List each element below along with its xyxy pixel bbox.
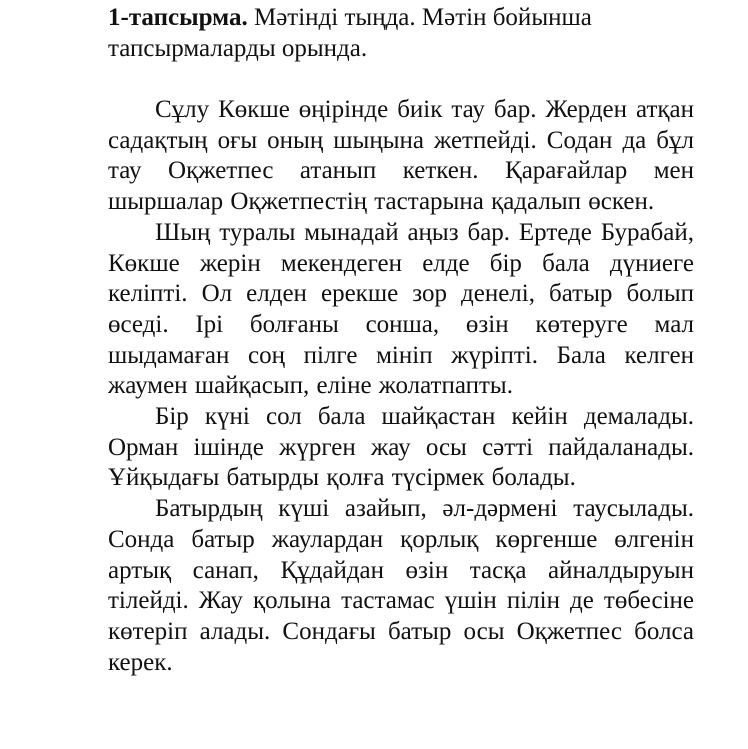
task-instruction: Мәтінді тыңда. Мәтін бойынша тапсырмаларды орында. (108, 4, 592, 62)
task-header (108, 2, 694, 64)
text-paragraph-4: Батырдың күші азайып, әл-дәрмені таусылады. Сонда батыр жаулардан қорлық көргенше өлгенін артық санап, Құдайдан өзін тасқа айналдыруын тілейді. Жау қолына тастамас үшін пілін де төбесіне көтеріп алады. Сондағы батыр осы Оқжетпес болса керек. (108, 495, 694, 676)
text-paragraph-1: Сұлу Көкше өңірінде биік тау бар. Жерден атқан садақтың оғы оның шыңына жетпейді. Содан да бұл тау Оқжетпес атанып кеткен. Қарағайлар мен шыршалар Оқжетпестің тастарына қадалып өскен. (108, 96, 694, 216)
task-label: 1-тапсырма. (108, 4, 248, 31)
document-page (108, 2, 694, 678)
text-paragraph-3: Бір күні сол бала шайқастан кейін демалады. Орман ішінде жүрген жау осы сәтті пайдаланады. Ұйқыдағы батырды қолға түсірмек болады. (108, 403, 694, 492)
text-paragraph-2: Шың туралы мынадай аңыз бар. Ертеде Бурабай, Көкше жерін мекендеген елде бір бала дүниеге келіпті. Ол елден ерекше зор денелі, батыр болып өседі. Ірі болғаны сонша, өзін көтеруге мал шыдамаған соң пілге мініп жүріпті. Бала келген жаумен шайқасып, еліне жолатпапты. (108, 218, 694, 400)
